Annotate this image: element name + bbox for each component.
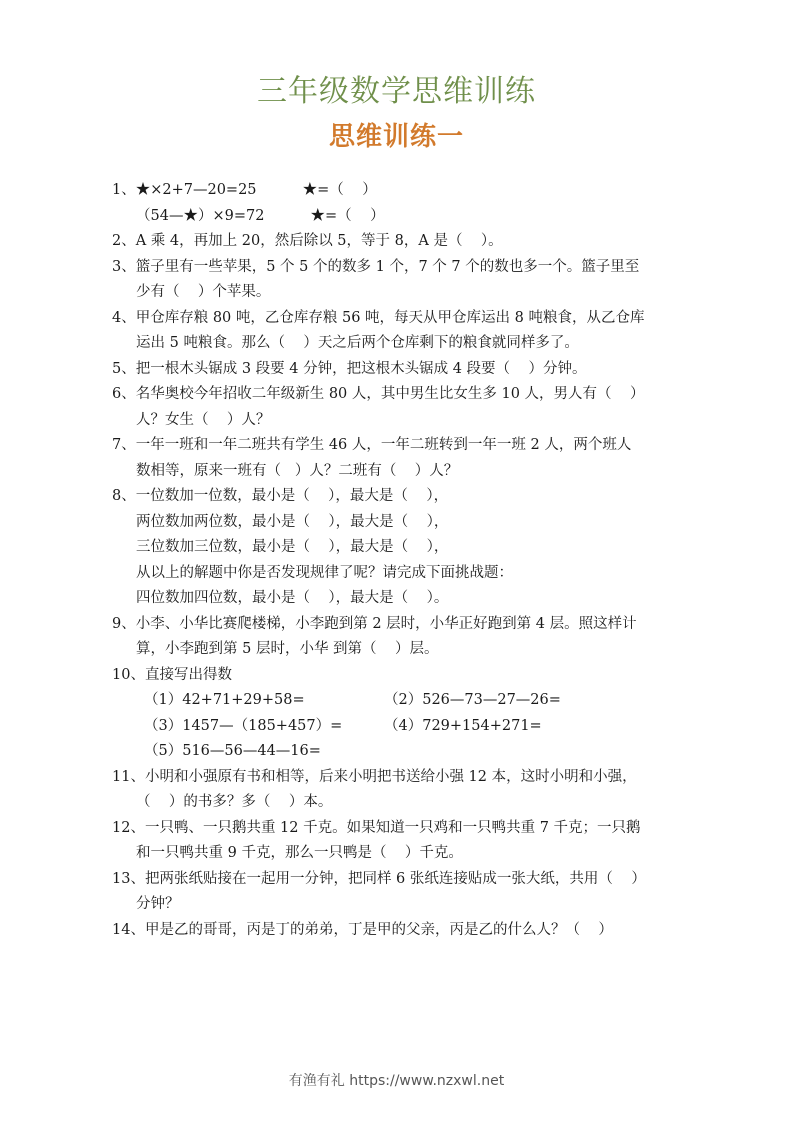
question-6 [112, 382, 692, 433]
question-text: 10、直接写出得数 [112, 666, 232, 683]
question-8 [112, 484, 692, 612]
question-text: 2、A 乘 4，再加上 20，然后除以 5，等于 8，A 是（ ）。 [112, 233, 503, 249]
question-2 [112, 229, 692, 255]
question-text: 1、★×2+7—20=25 ★=（ ） [112, 182, 377, 198]
question-text: 分钟？ [136, 896, 180, 912]
question-text: 14、甲是乙的哥哥，丙是丁的弟弟，丁是甲的父亲，丙是乙的什么人？（ ） [112, 921, 613, 938]
calc-row [112, 688, 692, 714]
question-text: 8、一位数加一位数，最小是（ ），最大是（ ）， [112, 488, 449, 504]
question-1 [112, 178, 692, 229]
question-text: 5、把一根木头锯成 3 段要 4 分钟，把这根木头锯成 4 段要（ ）分钟。 [112, 360, 587, 377]
question-text: 从以上的解题中你是否发现规律了呢？请完成下面挑战题： [136, 564, 513, 581]
question-text: 少有（ ）个苹果。 [136, 284, 271, 300]
question-9 [112, 612, 692, 663]
footer-watermark: 有渔有礼 https://www.nzxwl.net [288, 1073, 505, 1089]
question-4 [112, 306, 692, 357]
calc-row [112, 714, 692, 740]
question-10 [112, 663, 692, 765]
question-text: 和一只鸭共重 9 千克，那么一只鸭是（ ）千克。 [136, 845, 463, 861]
calc-item: （2）526—73—27—26= [384, 692, 561, 708]
calc-row [112, 739, 692, 765]
question-3 [112, 255, 692, 306]
question-14 [112, 918, 692, 944]
question-5 [112, 357, 692, 383]
question-text: （ ）的书多？多（ ）本。 [136, 794, 333, 810]
question-text: 四位数加四位数，最小是（ ），最大是（ ）。 [136, 590, 449, 606]
question-text: 三位数加三位数，最小是（ ），最大是（ ）， [136, 539, 449, 555]
question-13 [112, 867, 692, 918]
calc-item: （5）516—56—44—16= [144, 743, 321, 759]
question-text: 人？女生（ ）人？ [136, 411, 271, 428]
question-7 [112, 433, 692, 484]
page-title: 三年级数学思维训练 [257, 74, 536, 109]
calc-item: （1）42+71+29+58= [144, 692, 305, 708]
question-text: 两位数加两位数，最小是（ ），最大是（ ）， [136, 513, 449, 530]
question-text: 运出 5 吨粮食。那么（ ）天之后两个仓库剩下的粮食就同样多了。 [136, 335, 579, 351]
question-text: 7、一年一班和一年二班共有学生 46 人，一年二班转到一年一班 2 人，两个班人 [112, 437, 632, 453]
question-text: 9、小李、小华比赛爬楼梯，小李跑到第 2 层时，小华正好跑到第 4 层。照这样计 [112, 615, 637, 632]
question-text: 数相等，原来一班有（ ）人？二班有（ ）人？ [136, 462, 459, 479]
question-11 [112, 765, 692, 816]
question-text: 12、一只鸭、一只鹅共重 12 千克。如果知道一只鸡和一只鸭共重 7 千克；一只鹅 [112, 819, 641, 836]
question-text: 11、小明和小强原有书和相等，后来小明把书送给小强 12 本，这时小明和小强， [112, 768, 637, 785]
calc-item: （4）729+154+271= [384, 717, 542, 734]
question-list [112, 178, 692, 943]
question-text: 13、把两张纸贴接在一起用一分钟，把同样 6 张纸连接贴成一张大纸，共用（ ） [112, 870, 646, 887]
question-12 [112, 816, 692, 867]
calc-item: （3）1457—（185+457）= [144, 717, 343, 734]
question-text: （54—★）×9=72 ★=（ ） [136, 207, 385, 224]
page-subtitle: 思维训练一 [328, 122, 464, 152]
question-text: 算，小李跑到第 5 层时，小华 到第（ ）层。 [136, 641, 439, 657]
question-text: 6、名华奥校今年招收二年级新生 80 人，其中男生比女生多 10 人，男人有（ ） [112, 386, 645, 402]
question-text: 3、篮子里有一些苹果，5 个 5 个的数多 1 个，7 个 7 个的数也多一个。篮子里至 [112, 258, 640, 275]
question-text: 4、甲仓库存粮 80 吨，乙仓库存粮 56 吨，每天从甲仓库运出 8 吨粮食，从乙仓库 [112, 309, 645, 326]
